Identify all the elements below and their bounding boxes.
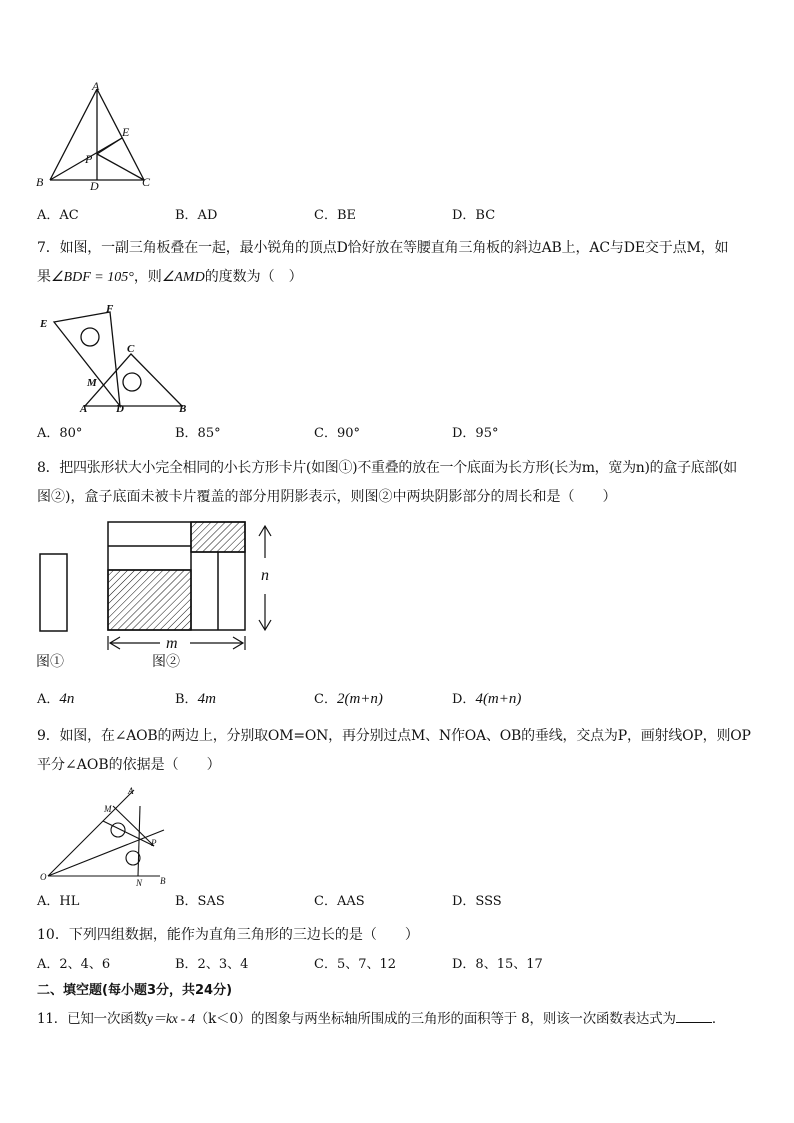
q9-option-c[interactable]: C．AAS xyxy=(314,894,365,909)
shaded-region-bottom-left xyxy=(108,570,191,630)
label-F: F xyxy=(106,303,114,315)
section-heading-fill-in: 二、填空题(每小题3分，共24分) xyxy=(37,983,233,998)
label-P: P xyxy=(151,838,157,848)
label-A: A xyxy=(128,786,134,796)
figure-1-label: 图① xyxy=(36,655,64,670)
label-E: E xyxy=(40,318,48,330)
label-D: D xyxy=(90,179,99,193)
q9-question xyxy=(37,722,757,780)
q10-option-b[interactable]: B．2、3、4 xyxy=(175,957,249,972)
q8-option-a[interactable]: A．4n xyxy=(37,691,75,707)
q10-option-a[interactable]: A．2、4、6 xyxy=(37,957,111,972)
q9-line2: 平分∠AOB的依据是（ ） xyxy=(37,757,221,773)
q8-question xyxy=(37,454,757,512)
label-A: A xyxy=(92,79,100,93)
q11-question: 11．已知一次函数y＝kx - 4（k＜0）的图象与两坐标轴所围成的三角形的面积等于 8，则该一次函数表达式为 ． xyxy=(37,1008,725,1029)
q11-answer-blank[interactable] xyxy=(676,1008,712,1023)
q8-line1: 8．把四张形状大小完全相同的小长方形卡片(如图①)不重叠的放在一个底面为长方形(长为m，宽为n)的盒子底部(如 xyxy=(37,460,738,476)
q9-angle-figure xyxy=(36,784,176,890)
q7-question xyxy=(37,234,757,292)
q7-line2: 果∠BDF = 105°，则∠AMD的度数为（ ） xyxy=(37,269,303,285)
q10-option-c[interactable]: C．5、7、12 xyxy=(314,957,397,972)
label-N: N xyxy=(136,878,143,888)
q9-line1: 9．如图，在∠AOB的两边上，分别取OM=ON，再分别过点M、N作OA、OB的垂线，交点为P，画射线OP，则OP xyxy=(37,728,751,744)
q6-option-b[interactable]: B．AD xyxy=(175,208,218,223)
label-M: M xyxy=(104,804,112,814)
q6-triangle-figure xyxy=(30,78,170,196)
q7-triangle-rulers-figure xyxy=(34,300,194,415)
dimension-m: m xyxy=(166,635,178,652)
label-D: D xyxy=(116,403,124,415)
label-A: A xyxy=(80,403,88,415)
label-P: P xyxy=(85,152,93,166)
label-B: B xyxy=(36,175,44,189)
card-figure-1 xyxy=(40,554,67,631)
q10-option-d[interactable]: D．8、15、17 xyxy=(452,957,543,972)
q7-angle-bdf: ∠BDF = 105° xyxy=(51,270,134,285)
label-B: B xyxy=(160,876,166,886)
q10-question: 10．下列四组数据，能作为直角三角形的三边长的是（ ） xyxy=(37,927,419,943)
q6-option-d[interactable]: D．BC xyxy=(452,208,496,223)
q7-line1: 7．如图，一副三角板叠在一起，最小锐角的顶点D恰好放在等腰直角三角板的斜边AB上，AC与DE交于点M，如 xyxy=(37,240,729,256)
q9-option-a[interactable]: A．HL xyxy=(37,894,80,909)
q9-option-d[interactable]: D．SSS xyxy=(452,894,502,909)
label-C: C xyxy=(127,343,135,355)
q8-line2: 图②)，盒子底面未被卡片覆盖的部分用阴影表示，则图②中两块阴影部分的周长和是（ ） xyxy=(37,489,617,505)
q11-equation: y＝kx - 4 xyxy=(146,1011,195,1026)
q8-option-d[interactable]: D．4(m+n) xyxy=(452,691,522,707)
label-O: O xyxy=(40,872,47,882)
q7-option-b[interactable]: B．85° xyxy=(175,426,221,441)
label-B: B xyxy=(179,403,187,415)
q8-option-b[interactable]: B．4m xyxy=(175,691,216,707)
q9-option-b[interactable]: B．SAS xyxy=(175,894,225,909)
q7-option-c[interactable]: C．90° xyxy=(314,426,360,441)
q7-angle-amd: ∠AMD xyxy=(161,270,205,285)
q7-option-d[interactable]: D．95° xyxy=(452,426,499,441)
q8-option-c[interactable]: C．2(m+n) xyxy=(314,691,383,707)
q8-cards-figure xyxy=(30,512,290,672)
shaded-region-top-right xyxy=(191,522,245,552)
figure-2-label: 图② xyxy=(152,655,180,670)
q7-option-a[interactable]: A．80° xyxy=(37,426,83,441)
q6-option-a[interactable]: A．AC xyxy=(37,208,79,223)
dimension-n: n xyxy=(261,567,269,584)
label-C: C xyxy=(142,175,151,189)
label-M: M xyxy=(87,377,97,389)
q6-option-c[interactable]: C．BE xyxy=(314,208,356,223)
label-E: E xyxy=(122,125,130,139)
